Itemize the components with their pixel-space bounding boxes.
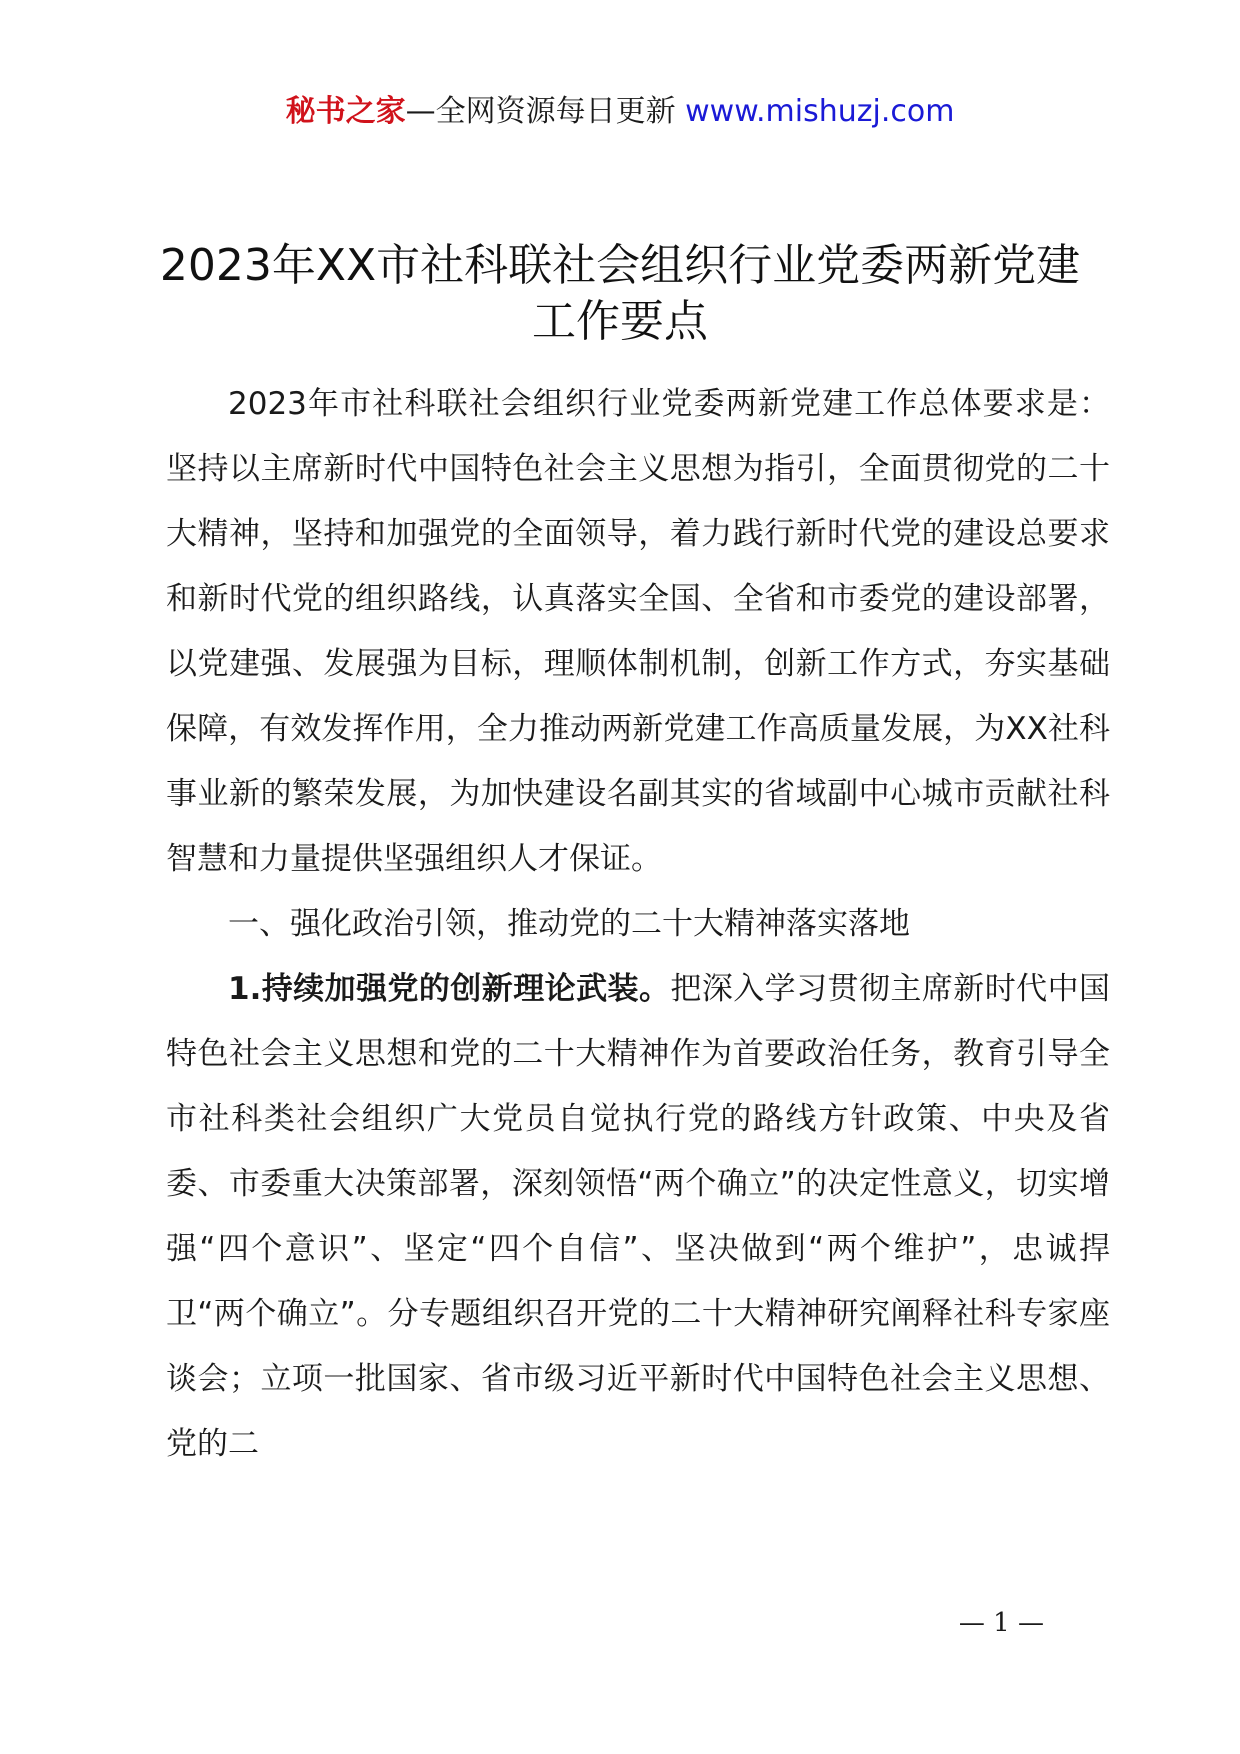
document-title: 2023年XX市社科联社会组织行业党委两新党建工作要点 [159, 240, 1081, 347]
item-lead: 1.持续加强党的创新理论武装。 [228, 971, 671, 1007]
document-body [166, 372, 1110, 1477]
site-banner [0, 92, 1240, 132]
item-text: 把深入学习贯彻主席新时代中国特色社会主义思想和党的二十大精神作为首要政治任务，教育引导全市社科类社会组织广大党员自觉执行党的路线方针政策、中央及省委、市委重大决策部署，深刻领悟“两个确立”的决定性意义，切实增强“四个意识”、坚定“四个自信”、坚决做到“两个维护”，忠诚捍卫“两个确立”。分专题组织召开党的二十大精神研究阐释社科专家座谈会；立项一批国家、省市级习近平新时代中国特色社会主义思想、党的二 [166, 971, 1110, 1462]
item-paragraph [166, 957, 1110, 1477]
page-number: — 1 — [958, 1608, 1044, 1638]
intro-paragraph: 2023年市社科联社会组织行业党委两新党建工作总体要求是：坚持以主席新时代中国特色社会主义思想为指引，全面贯彻党的二十大精神，坚持和加强党的全面领导，着力践行新时代党的建设总要求和新时代党的组织路线，认真落实全国、全省和市委党的建设部署，以党建强、发展强为目标，理顺体制机制，创新工作方式，夯实基础保障，有效发挥作用，全力推动两新党建工作高质量发展，为XX社科事业新的繁荣发展，为加快建设名副其实的省域副中心城市贡献社科智慧和力量提供坚强组织人才保证。 [166, 386, 1110, 877]
brand-name: 秘书之家 [285, 94, 406, 129]
site-url-link[interactable]: www.mishuzj.com [685, 94, 955, 129]
banner-tagline: —全网资源每日更新 [405, 94, 676, 129]
section-heading: 一、强化政治引领，推动党的二十大精神落实落地 [228, 906, 910, 942]
